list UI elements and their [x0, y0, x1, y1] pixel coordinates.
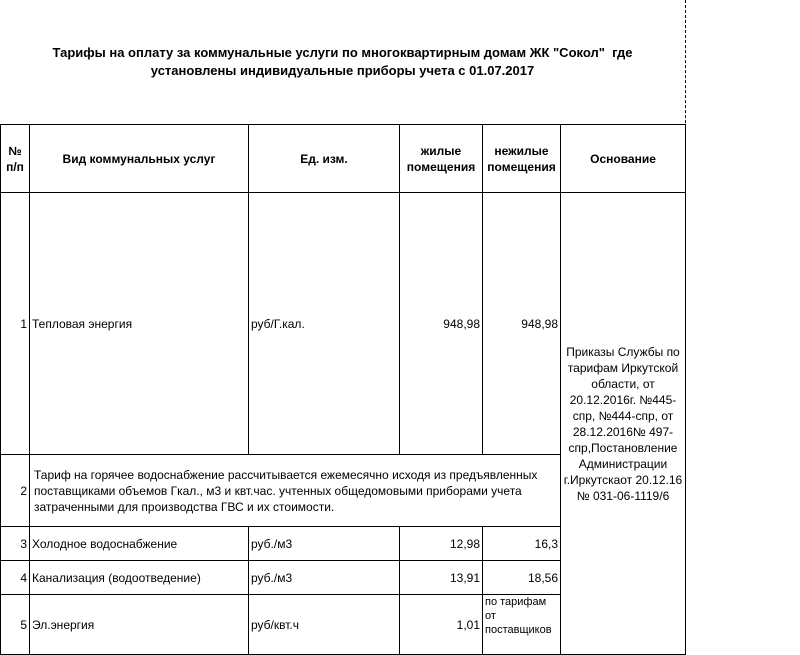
row-num: 4	[1, 561, 30, 595]
row-num: 3	[1, 527, 30, 561]
row-nonresidential: 948,98	[483, 193, 561, 455]
header-nonresidential: нежилые помещения	[483, 125, 561, 193]
row-unit: руб/Г.кал.	[249, 193, 400, 455]
row-nonresidential: 16,3	[483, 527, 561, 561]
row-service: Тепловая энергия	[30, 193, 249, 455]
row-num: 2	[1, 455, 30, 527]
title-line-1: Тарифы на оплату за коммунальные услуги по многоквартирным домам ЖК "Сокол" где	[52, 45, 633, 60]
header-unit: Ед. изм.	[249, 125, 400, 193]
header-row	[1, 125, 686, 193]
row-num: 1	[1, 193, 30, 455]
row-residential: 12,98	[400, 527, 483, 561]
row-residential: 948,98	[400, 193, 483, 455]
basis-cell: Приказы Службы по тарифам Иркутской области, от 20.12.2016г. №445-спр, №444-спр, от 28.12.2016№ 497-спр,Постановление Администрации г.Иркутскаот 20.12.16 № 031-06-1119/6	[561, 193, 686, 655]
page-title	[0, 44, 685, 80]
row-service: Канализация (водоотведение)	[30, 561, 249, 595]
header-residential: жилые помещения	[400, 125, 483, 193]
row-residential: 1,01	[400, 595, 483, 655]
title-line-2: установлены индивидуальные приборы учета с 01.07.2017	[150, 63, 535, 78]
header-service: Вид коммунальных услуг	[30, 125, 249, 193]
row-unit: руб./м3	[249, 561, 400, 595]
hot-water-note: Тариф на горячее водоснабжение рассчитывается ежемесячно исходя из предъявленных поставщиками объемов Гкал., м3 и квт.час. учтенных общедомовыми приборами учета затраченными для производства ГВС и их стоимости.	[30, 455, 561, 527]
header-num: № п/п	[1, 125, 30, 193]
row-residential: 13,91	[400, 561, 483, 595]
tariff-table	[0, 124, 686, 655]
row-unit: руб/квт.ч	[249, 595, 400, 655]
row-nonresidential: по тарифам от поставщиков	[483, 595, 561, 655]
row-service: Холодное водоснабжение	[30, 527, 249, 561]
row-num: 5	[1, 595, 30, 655]
row-service: Эл.энергия	[30, 595, 249, 655]
header-basis: Основание	[561, 125, 686, 193]
row-unit: руб./м3	[249, 527, 400, 561]
table-row	[1, 193, 686, 455]
row-nonresidential: 18,56	[483, 561, 561, 595]
